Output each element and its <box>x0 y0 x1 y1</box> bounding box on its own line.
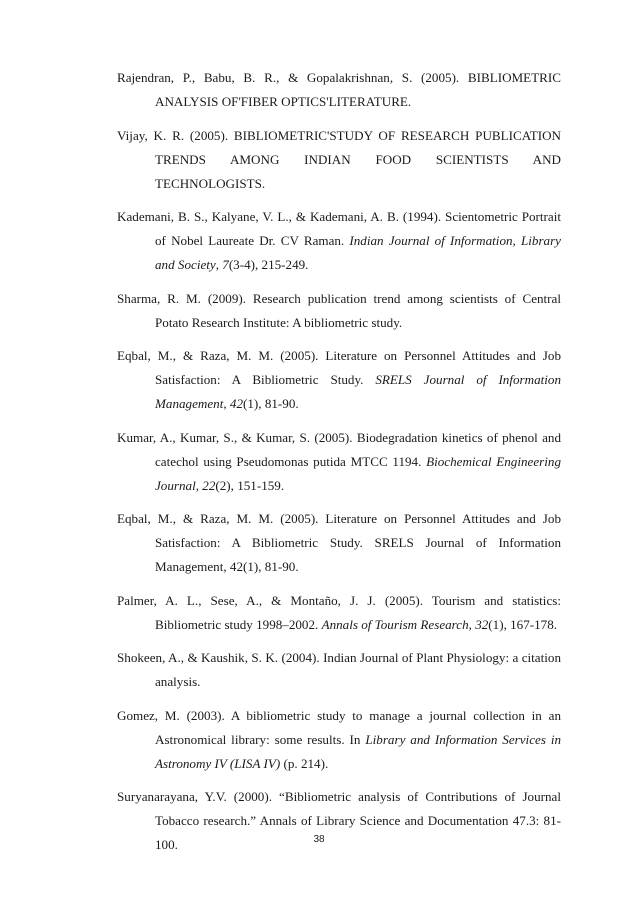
reference-list <box>117 66 561 867</box>
reference-text: (p. 214). <box>280 755 329 771</box>
reference-text: , <box>468 616 476 632</box>
reference-entry <box>117 646 561 694</box>
reference-text: Palmer, A. L., Sese, A., & Montaño, J. J. (2005). Tourism and statistics: Bibliometric study 1998–2002. <box>117 592 561 632</box>
reference-italic-text: 22 <box>202 477 216 493</box>
reference-italic-text: 32 <box>475 616 489 632</box>
page-number: 38 <box>313 834 325 845</box>
reference-text: Shokeen, A., & Kaushik, S. K. (2004). Indian Journal of Plant Physiology: a citation analysis. <box>117 650 561 689</box>
reference-entry <box>117 704 561 776</box>
reference-text: , <box>223 396 230 411</box>
reference-entry <box>117 124 561 196</box>
reference-italic-text: Annals of Tourism Research <box>321 616 469 632</box>
reference-italic-text: Indian Journal of Information, Library and Society <box>155 233 561 272</box>
reference-text: (1), 81-90. <box>243 396 299 411</box>
reference-text: Gomez, M. (2003). A bibliometric study to manage a journal collection in an Astronomical library: some results. In <box>117 707 561 747</box>
reference-text: , <box>215 257 223 272</box>
reference-entry <box>117 589 561 637</box>
reference-entry <box>117 426 561 498</box>
reference-text: (2), 151-159. <box>215 477 285 493</box>
reference-text: Vijay, K. R. (2005). BIBLIOMETRIC'STUDY OF RESEARCH PUBLICATION TRENDS AMONG INDIAN FOOD SCIENTISTS AND TECHNOLOGISTS. <box>117 127 561 191</box>
reference-entry <box>117 344 561 416</box>
reference-entry <box>117 66 561 114</box>
reference-italic-text: SRELS Journal of Information Management <box>155 372 561 411</box>
reference-italic-text: Library and Information Services in Astronomy IV (LISA IV) <box>155 731 562 771</box>
reference-text: Eqbal, M., & Raza, M. M. (2005). Literature on Personnel Attitudes and Job Satisfaction: A Bibliometric Study. SRELS Journal of Information Management, 42(1), 81-90. <box>117 511 561 574</box>
reference-text: (1), 167-178. <box>488 616 558 632</box>
reference-italic-text: 42 <box>229 396 243 411</box>
reference-entry <box>117 507 561 579</box>
reference-text: Suryanarayana, Y.V. (2000). “Bibliometric analysis of Contributions of Journal Tobacco research.” Annals of Library Science and Documentation 47.3: 81-100. <box>117 789 561 852</box>
reference-text: Kumar, A., Kumar, S., & Kumar, S. (2005). Biodegradation kinetics of phenol and catechol using Pseudomonas putida MTCC 1194. <box>117 429 561 469</box>
reference-text: (3-4), 215-249. <box>228 257 309 272</box>
reference-italic-text: 7 <box>222 257 229 272</box>
reference-entry <box>117 287 561 335</box>
reference-text: Eqbal, M., & Raza, M. M. (2005). Literature on Personnel Attitudes and Job Satisfaction: A Bibliometric Study. <box>117 348 561 387</box>
reference-italic-text: Biochemical Engineering Journal <box>155 453 561 493</box>
reference-text: , <box>195 477 203 493</box>
reference-text: Sharma, R. M. (2009). Research publication trend among scientists of Central Potato Research Institute: A bibliometric study. <box>117 290 561 330</box>
reference-text: Rajendran, P., Babu, B. R., & Gopalakrishnan, S. (2005). BIBLIOMETRIC ANALYSIS OF'FIBER OPTICS'LITERATURE. <box>117 70 561 109</box>
reference-entry <box>117 205 561 277</box>
reference-entry <box>117 785 561 857</box>
reference-text: Kademani, B. S., Kalyane, V. L., & Kademani, A. B. (1994). Scientometric Portrait of Nobel Laureate Dr. CV Raman. <box>117 209 561 248</box>
